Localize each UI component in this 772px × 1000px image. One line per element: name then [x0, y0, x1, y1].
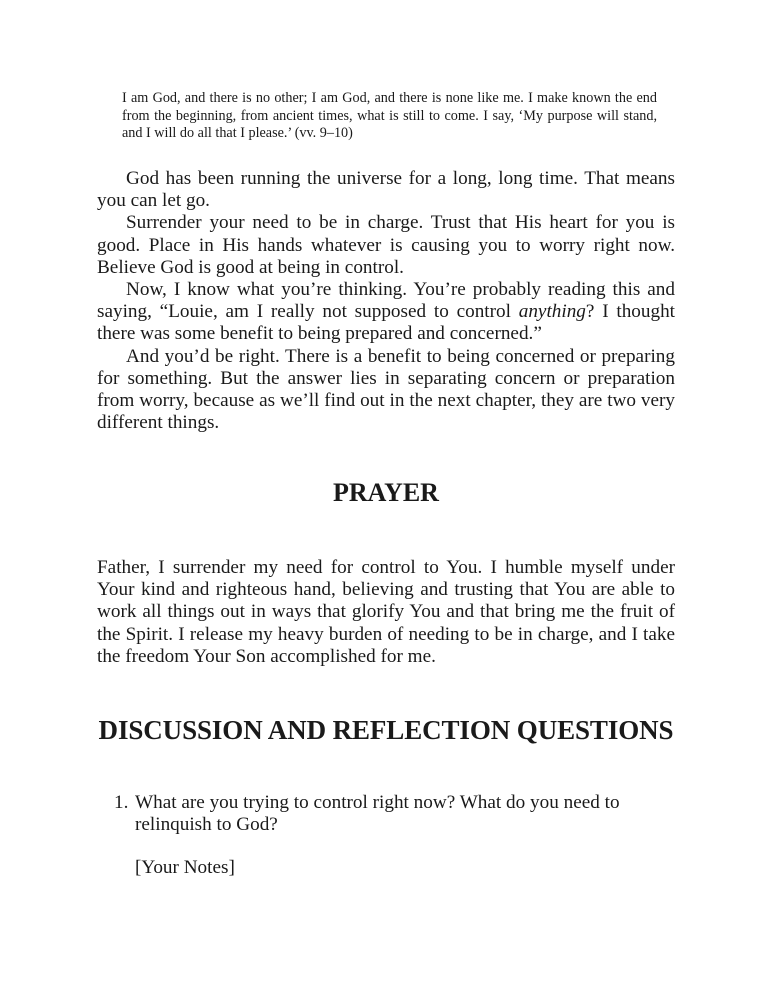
prayer-text: Father, I surrender my need for control to You. I humble myself under Your kind and righteous hand, believing and trusting that You are able to work all things out in ways that glorify You and that bring me the fruit of the Spirit. I release my heavy burden of needing to be in charge, and I take the freedom Your Son accomplished for me. — [97, 557, 675, 667]
notes-placeholder: [Your Notes] — [135, 857, 235, 878]
question-text: What are you trying to control right now? What do you need to relinquish to God? — [135, 792, 620, 836]
body-paragraph-2: Surrender your need to be in charge. Trust that His heart for you is good. Place in His hands whatever is causing you to worry right now. Believe God is good at being in control. — [97, 212, 675, 278]
body-paragraph-3 — [97, 279, 675, 346]
scripture-quote: I am God, and there is no other; I am God, and there is none like me. I make known the end from the beginning, from ancient times, what is still to come. I say, ‘My purpose will stand, and I will do all that I please.’ (vv. 9–10) — [122, 90, 657, 141]
question-list — [114, 792, 634, 836]
question-number: 1. — [114, 792, 129, 813]
prayer-heading: PRAYER — [333, 478, 439, 507]
body-paragraph-4: And you’d be right. There is a benefit to being concerned or preparing for something. But the answer lies in separating concern or preparation from worry, because as we’ll find out in the next chapter, they are two very different things. — [97, 345, 675, 434]
paragraph-3-text-start: Now, I know what you’re thinking. You’re probably reading this and saying, “Louie, am I really not supposed to control — [97, 279, 675, 323]
question-item — [114, 792, 634, 836]
paragraph-3-text-end: ? I thought there was some benefit to being prepared and concerned.” — [97, 301, 675, 345]
body-paragraph-1: God has been running the universe for a long, long time. That means you can let go. — [97, 168, 675, 212]
body-section — [97, 168, 675, 434]
discussion-heading: DISCUSSION AND REFLECTION QUESTIONS — [98, 715, 674, 745]
emphasized-word: anything — [518, 301, 586, 323]
